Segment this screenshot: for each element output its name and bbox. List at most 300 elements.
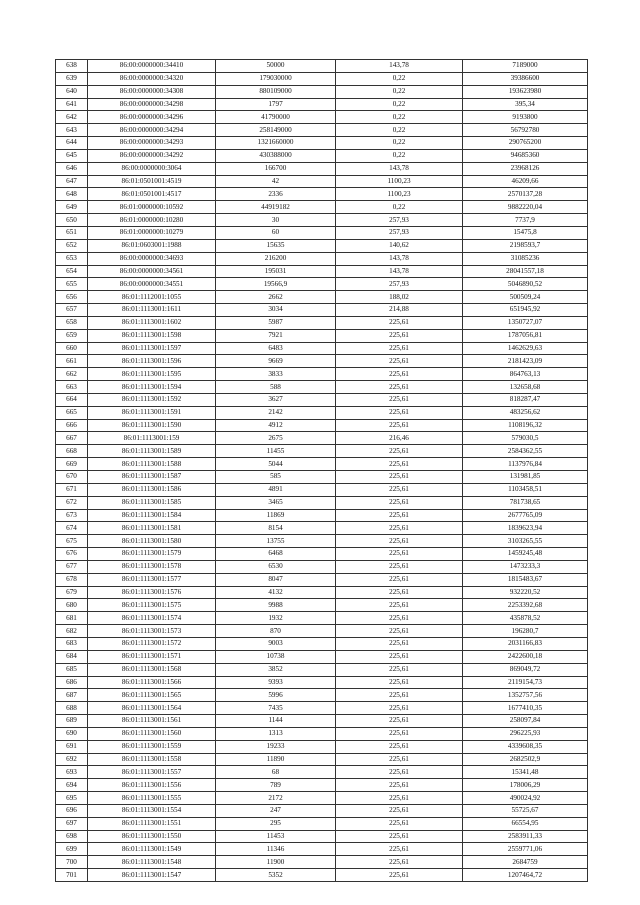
area-cell: 195031 (216, 265, 336, 278)
cadastral-value-cell: 579030,5 (463, 432, 588, 445)
cadastral-value-cell: 7737,9 (463, 214, 588, 227)
row-number-cell: 670 (56, 471, 88, 484)
specific-value-cell: 225,61 (336, 316, 463, 329)
cadastral-value-cell: 2119154,73 (463, 676, 588, 689)
cadastral-number-cell: 86:01:0603001:1988 (88, 239, 216, 252)
row-number-cell: 664 (56, 393, 88, 406)
specific-value-cell: 188,02 (336, 291, 463, 304)
row-number-cell: 638 (56, 60, 88, 73)
area-cell: 9393 (216, 676, 336, 689)
row-number-cell: 688 (56, 702, 88, 715)
cadastral-value-table (55, 59, 588, 882)
cadastral-number-cell: 86:01:0000000:10592 (88, 201, 216, 214)
table-row (56, 727, 588, 740)
cadastral-number-cell: 86:01:1113001:1580 (88, 535, 216, 548)
specific-value-cell: 143,78 (336, 252, 463, 265)
specific-value-cell: 225,61 (336, 663, 463, 676)
area-cell: 2336 (216, 188, 336, 201)
specific-value-cell: 225,61 (336, 702, 463, 715)
row-number-cell: 658 (56, 316, 88, 329)
specific-value-cell: 216,46 (336, 432, 463, 445)
table-row (56, 342, 588, 355)
cadastral-value-cell: 15475,8 (463, 226, 588, 239)
cadastral-number-cell: 86:01:1113001:1596 (88, 355, 216, 368)
cadastral-number-cell: 86:01:1113001:1578 (88, 560, 216, 573)
table-row (56, 445, 588, 458)
specific-value-cell: 0,22 (336, 72, 463, 85)
row-number-cell: 651 (56, 226, 88, 239)
area-cell: 3627 (216, 393, 336, 406)
cadastral-number-cell: 86:01:1113001:1575 (88, 599, 216, 612)
row-number-cell: 654 (56, 265, 88, 278)
specific-value-cell: 225,61 (336, 830, 463, 843)
cadastral-value-cell: 66554,95 (463, 817, 588, 830)
table-row (56, 715, 588, 728)
row-number-cell: 668 (56, 445, 88, 458)
area-cell: 3852 (216, 663, 336, 676)
specific-value-cell: 225,61 (336, 329, 463, 342)
row-number-cell: 663 (56, 381, 88, 394)
area-cell: 2675 (216, 432, 336, 445)
cadastral-number-cell: 86:00:0000000:34296 (88, 111, 216, 124)
specific-value-cell: 225,61 (336, 753, 463, 766)
specific-value-cell: 225,61 (336, 381, 463, 394)
row-number-cell: 659 (56, 329, 88, 342)
cadastral-value-cell: 395,34 (463, 98, 588, 111)
area-cell: 258149000 (216, 124, 336, 137)
table-row (56, 689, 588, 702)
row-number-cell: 643 (56, 124, 88, 137)
cadastral-value-cell: 56792780 (463, 124, 588, 137)
area-cell: 50000 (216, 60, 336, 73)
cadastral-value-cell: 1459245,48 (463, 548, 588, 561)
table-row (56, 663, 588, 676)
cadastral-number-cell: 86:01:1113001:1577 (88, 573, 216, 586)
specific-value-cell: 225,61 (336, 509, 463, 522)
area-cell: 3465 (216, 496, 336, 509)
specific-value-cell: 225,61 (336, 535, 463, 548)
cadastral-value-cell: 781738,65 (463, 496, 588, 509)
cadastral-number-cell: 86:00:0000000:34294 (88, 124, 216, 137)
cadastral-value-cell: 500509,24 (463, 291, 588, 304)
cadastral-value-cell: 132658,68 (463, 381, 588, 394)
row-number-cell: 639 (56, 72, 88, 85)
cadastral-value-cell: 1108196,32 (463, 419, 588, 432)
specific-value-cell: 143,78 (336, 162, 463, 175)
cadastral-value-cell: 435878,52 (463, 612, 588, 625)
row-number-cell: 666 (56, 419, 88, 432)
row-number-cell: 695 (56, 792, 88, 805)
table-row (56, 535, 588, 548)
area-cell: 2662 (216, 291, 336, 304)
specific-value-cell: 225,61 (336, 368, 463, 381)
specific-value-cell: 225,61 (336, 689, 463, 702)
cadastral-value-cell: 2198593,7 (463, 239, 588, 252)
table-row (56, 548, 588, 561)
specific-value-cell: 143,78 (336, 60, 463, 73)
row-number-cell: 650 (56, 214, 88, 227)
area-cell: 11455 (216, 445, 336, 458)
table-row (56, 573, 588, 586)
cadastral-value-cell: 2422600,18 (463, 650, 588, 663)
cadastral-value-cell: 651945,92 (463, 304, 588, 317)
cadastral-number-cell: 86:01:1113001:1591 (88, 406, 216, 419)
cadastral-value-cell: 1815483,67 (463, 573, 588, 586)
area-cell: 11900 (216, 856, 336, 869)
table-body (56, 60, 588, 882)
area-cell: 6483 (216, 342, 336, 355)
cadastral-value-cell: 864763,13 (463, 368, 588, 381)
cadastral-value-cell: 1350727,07 (463, 316, 588, 329)
area-cell: 2142 (216, 406, 336, 419)
cadastral-value-cell: 2031166,83 (463, 637, 588, 650)
table-row (56, 252, 588, 265)
cadastral-number-cell: 86:01:0000000:10279 (88, 226, 216, 239)
table-row (56, 612, 588, 625)
table-row (56, 817, 588, 830)
area-cell: 11346 (216, 843, 336, 856)
cadastral-value-cell: 9882220,04 (463, 201, 588, 214)
cadastral-number-cell: 86:00:0000000:34298 (88, 98, 216, 111)
specific-value-cell: 140,62 (336, 239, 463, 252)
row-number-cell: 640 (56, 85, 88, 98)
cadastral-number-cell: 86:00:0000000:34561 (88, 265, 216, 278)
specific-value-cell: 0,22 (336, 85, 463, 98)
table-row (56, 830, 588, 843)
area-cell: 880109000 (216, 85, 336, 98)
row-number-cell: 665 (56, 406, 88, 419)
row-number-cell: 689 (56, 715, 88, 728)
cadastral-value-cell: 39386600 (463, 72, 588, 85)
row-number-cell: 653 (56, 252, 88, 265)
area-cell: 9988 (216, 599, 336, 612)
specific-value-cell: 225,61 (336, 625, 463, 638)
specific-value-cell: 257,93 (336, 278, 463, 291)
area-cell: 5996 (216, 689, 336, 702)
table-row (56, 188, 588, 201)
row-number-cell: 660 (56, 342, 88, 355)
area-cell: 1321660000 (216, 137, 336, 150)
table-row (56, 85, 588, 98)
table-row (56, 149, 588, 162)
cadastral-value-cell: 5046890,52 (463, 278, 588, 291)
cadastral-number-cell: 86:01:1113001:1551 (88, 817, 216, 830)
specific-value-cell: 225,61 (336, 393, 463, 406)
specific-value-cell: 1100,23 (336, 175, 463, 188)
specific-value-cell: 225,61 (336, 419, 463, 432)
row-number-cell: 690 (56, 727, 88, 740)
area-cell: 8047 (216, 573, 336, 586)
cadastral-number-cell: 86:00:0000000:34320 (88, 72, 216, 85)
area-cell: 6468 (216, 548, 336, 561)
row-number-cell: 681 (56, 612, 88, 625)
cadastral-number-cell: 86:01:1113001:1590 (88, 419, 216, 432)
table-row (56, 175, 588, 188)
cadastral-value-cell: 31085236 (463, 252, 588, 265)
row-number-cell: 700 (56, 856, 88, 869)
cadastral-value-cell: 3103265,55 (463, 535, 588, 548)
cadastral-value-cell: 1103458,51 (463, 483, 588, 496)
row-number-cell: 692 (56, 753, 88, 766)
specific-value-cell: 0,22 (336, 111, 463, 124)
cadastral-number-cell: 86:01:1113001:1560 (88, 727, 216, 740)
area-cell: 10738 (216, 650, 336, 663)
table-row (56, 124, 588, 137)
row-number-cell: 644 (56, 137, 88, 150)
area-cell: 42 (216, 175, 336, 188)
cadastral-value-cell: 932220,52 (463, 586, 588, 599)
cadastral-value-cell: 296225,93 (463, 727, 588, 740)
table-row (56, 458, 588, 471)
specific-value-cell: 225,61 (336, 342, 463, 355)
cadastral-number-cell: 86:01:0000000:10280 (88, 214, 216, 227)
cadastral-number-cell: 86:00:0000000:34293 (88, 137, 216, 150)
cadastral-value-cell: 483256,62 (463, 406, 588, 419)
row-number-cell: 641 (56, 98, 88, 111)
area-cell: 216200 (216, 252, 336, 265)
area-cell: 2172 (216, 792, 336, 805)
cadastral-value-cell: 1473233,3 (463, 560, 588, 573)
table-row (56, 368, 588, 381)
table-row (56, 432, 588, 445)
cadastral-number-cell: 86:01:1113001:1555 (88, 792, 216, 805)
specific-value-cell: 225,61 (336, 471, 463, 484)
row-number-cell: 649 (56, 201, 88, 214)
cadastral-value-cell: 1462629,63 (463, 342, 588, 355)
table-row (56, 226, 588, 239)
row-number-cell: 648 (56, 188, 88, 201)
specific-value-cell: 225,61 (336, 869, 463, 882)
cadastral-value-cell: 23968126 (463, 162, 588, 175)
table-row (56, 278, 588, 291)
cadastral-value-cell: 131981,85 (463, 471, 588, 484)
row-number-cell: 647 (56, 175, 88, 188)
table-row (56, 804, 588, 817)
area-cell: 15635 (216, 239, 336, 252)
table-row (56, 560, 588, 573)
cadastral-value-cell: 2584362,55 (463, 445, 588, 458)
cadastral-number-cell: 86:01:1113001:1587 (88, 471, 216, 484)
specific-value-cell: 143,78 (336, 265, 463, 278)
specific-value-cell: 225,61 (336, 548, 463, 561)
specific-value-cell: 225,61 (336, 445, 463, 458)
cadastral-number-cell: 86:01:1113001:1584 (88, 509, 216, 522)
row-number-cell: 675 (56, 535, 88, 548)
cadastral-number-cell: 86:01:1113001:1571 (88, 650, 216, 663)
area-cell: 430388000 (216, 149, 336, 162)
table-row (56, 471, 588, 484)
cadastral-number-cell: 86:01:1113001:1572 (88, 637, 216, 650)
cadastral-number-cell: 86:01:1113001:1559 (88, 740, 216, 753)
cadastral-number-cell: 86:01:1113001:1548 (88, 856, 216, 869)
area-cell: 30 (216, 214, 336, 227)
cadastral-number-cell: 86:01:0501001:4519 (88, 175, 216, 188)
cadastral-value-cell: 7189000 (463, 60, 588, 73)
cadastral-value-cell: 869049,72 (463, 663, 588, 676)
specific-value-cell: 225,61 (336, 458, 463, 471)
row-number-cell: 691 (56, 740, 88, 753)
area-cell: 44919182 (216, 201, 336, 214)
cadastral-number-cell: 86:01:1113001:1586 (88, 483, 216, 496)
cadastral-number-cell: 86:00:0000000:34292 (88, 149, 216, 162)
row-number-cell: 657 (56, 304, 88, 317)
cadastral-number-cell: 86:00:0000000:34410 (88, 60, 216, 73)
table-row (56, 406, 588, 419)
area-cell: 7921 (216, 329, 336, 342)
cadastral-number-cell: 86:01:1113001:1598 (88, 329, 216, 342)
area-cell: 588 (216, 381, 336, 394)
specific-value-cell: 0,22 (336, 124, 463, 137)
area-cell: 11890 (216, 753, 336, 766)
row-number-cell: 669 (56, 458, 88, 471)
row-number-cell: 655 (56, 278, 88, 291)
specific-value-cell: 225,61 (336, 779, 463, 792)
area-cell: 41790000 (216, 111, 336, 124)
specific-value-cell: 225,61 (336, 817, 463, 830)
area-cell: 4132 (216, 586, 336, 599)
cadastral-value-cell: 94685360 (463, 149, 588, 162)
row-number-cell: 642 (56, 111, 88, 124)
cadastral-value-cell: 4339608,35 (463, 740, 588, 753)
table-row (56, 637, 588, 650)
table-row (56, 60, 588, 73)
cadastral-number-cell: 86:01:1113001:1561 (88, 715, 216, 728)
row-number-cell: 696 (56, 804, 88, 817)
cadastral-value-cell: 28041557,18 (463, 265, 588, 278)
row-number-cell: 699 (56, 843, 88, 856)
table-row (56, 676, 588, 689)
specific-value-cell: 225,61 (336, 766, 463, 779)
cadastral-value-cell: 1839623,94 (463, 522, 588, 535)
area-cell: 9669 (216, 355, 336, 368)
table-row (56, 214, 588, 227)
area-cell: 8154 (216, 522, 336, 535)
table-row (56, 650, 588, 663)
row-number-cell: 656 (56, 291, 88, 304)
table-row (56, 702, 588, 715)
specific-value-cell: 225,61 (336, 856, 463, 869)
cadastral-value-cell: 1137976,84 (463, 458, 588, 471)
cadastral-number-cell: 86:01:1113001:1573 (88, 625, 216, 638)
cadastral-number-cell: 86:01:1113001:1565 (88, 689, 216, 702)
area-cell: 5987 (216, 316, 336, 329)
row-number-cell: 652 (56, 239, 88, 252)
specific-value-cell: 214,88 (336, 304, 463, 317)
table-row (56, 419, 588, 432)
cadastral-value-cell: 1677410,35 (463, 702, 588, 715)
row-number-cell: 683 (56, 637, 88, 650)
area-cell: 60 (216, 226, 336, 239)
table-row (56, 72, 588, 85)
row-number-cell: 645 (56, 149, 88, 162)
cadastral-value-cell: 2181423,09 (463, 355, 588, 368)
table-row (56, 740, 588, 753)
specific-value-cell: 225,61 (336, 612, 463, 625)
table-row (56, 201, 588, 214)
row-number-cell: 701 (56, 869, 88, 882)
row-number-cell: 673 (56, 509, 88, 522)
specific-value-cell: 225,61 (336, 586, 463, 599)
specific-value-cell: 225,61 (336, 406, 463, 419)
cadastral-value-cell: 1207464,72 (463, 869, 588, 882)
cadastral-number-cell: 86:01:1113001:1574 (88, 612, 216, 625)
row-number-cell: 662 (56, 368, 88, 381)
area-cell: 7435 (216, 702, 336, 715)
table-row (56, 522, 588, 535)
area-cell: 19233 (216, 740, 336, 753)
table-row (56, 355, 588, 368)
specific-value-cell: 225,61 (336, 637, 463, 650)
specific-value-cell: 225,61 (336, 599, 463, 612)
area-cell: 789 (216, 779, 336, 792)
specific-value-cell: 225,61 (336, 522, 463, 535)
specific-value-cell: 0,22 (336, 137, 463, 150)
row-number-cell: 667 (56, 432, 88, 445)
cadastral-value-cell: 2677765,09 (463, 509, 588, 522)
cadastral-value-cell: 193623980 (463, 85, 588, 98)
cadastral-number-cell: 86:01:1113001:1579 (88, 548, 216, 561)
table-row (56, 381, 588, 394)
area-cell: 6530 (216, 560, 336, 573)
table-row (56, 98, 588, 111)
table-row (56, 265, 588, 278)
area-cell: 11453 (216, 830, 336, 843)
cadastral-number-cell: 86:01:1113001:1592 (88, 393, 216, 406)
cadastral-value-cell: 2570137,28 (463, 188, 588, 201)
cadastral-number-cell: 86:01:1113001:1602 (88, 316, 216, 329)
row-number-cell: 678 (56, 573, 88, 586)
area-cell: 166700 (216, 162, 336, 175)
cadastral-number-cell: 86:01:1113001:1547 (88, 869, 216, 882)
table-row (56, 496, 588, 509)
table-row (56, 766, 588, 779)
cadastral-value-cell: 2253392,68 (463, 599, 588, 612)
cadastral-number-cell: 86:01:1113001:1588 (88, 458, 216, 471)
cadastral-number-cell: 86:01:1113001:1550 (88, 830, 216, 843)
table-row (56, 111, 588, 124)
specific-value-cell: 225,61 (336, 843, 463, 856)
cadastral-number-cell: 86:01:1113001:1576 (88, 586, 216, 599)
cadastral-number-cell: 86:01:1113001:1589 (88, 445, 216, 458)
cadastral-number-cell: 86:01:1113001:1554 (88, 804, 216, 817)
area-cell: 4891 (216, 483, 336, 496)
cadastral-number-cell: 86:00:0000000:34551 (88, 278, 216, 291)
cadastral-number-cell: 86:01:1113001:1581 (88, 522, 216, 535)
cadastral-number-cell: 86:01:1113001:1597 (88, 342, 216, 355)
table-row (56, 137, 588, 150)
row-number-cell: 676 (56, 548, 88, 561)
table-row (56, 869, 588, 882)
area-cell: 870 (216, 625, 336, 638)
cadastral-number-cell: 86:01:1113001:1557 (88, 766, 216, 779)
cadastral-value-cell: 290765200 (463, 137, 588, 150)
specific-value-cell: 225,61 (336, 496, 463, 509)
table-row (56, 625, 588, 638)
table-row (56, 779, 588, 792)
cadastral-number-cell: 86:01:1113001:1594 (88, 381, 216, 394)
specific-value-cell: 225,61 (336, 804, 463, 817)
specific-value-cell: 225,61 (336, 573, 463, 586)
area-cell: 179030000 (216, 72, 336, 85)
row-number-cell: 684 (56, 650, 88, 663)
specific-value-cell: 225,61 (336, 560, 463, 573)
area-cell: 13755 (216, 535, 336, 548)
specific-value-cell: 225,61 (336, 676, 463, 689)
table-row (56, 509, 588, 522)
table-row (56, 586, 588, 599)
area-cell: 3034 (216, 304, 336, 317)
table-row (56, 239, 588, 252)
